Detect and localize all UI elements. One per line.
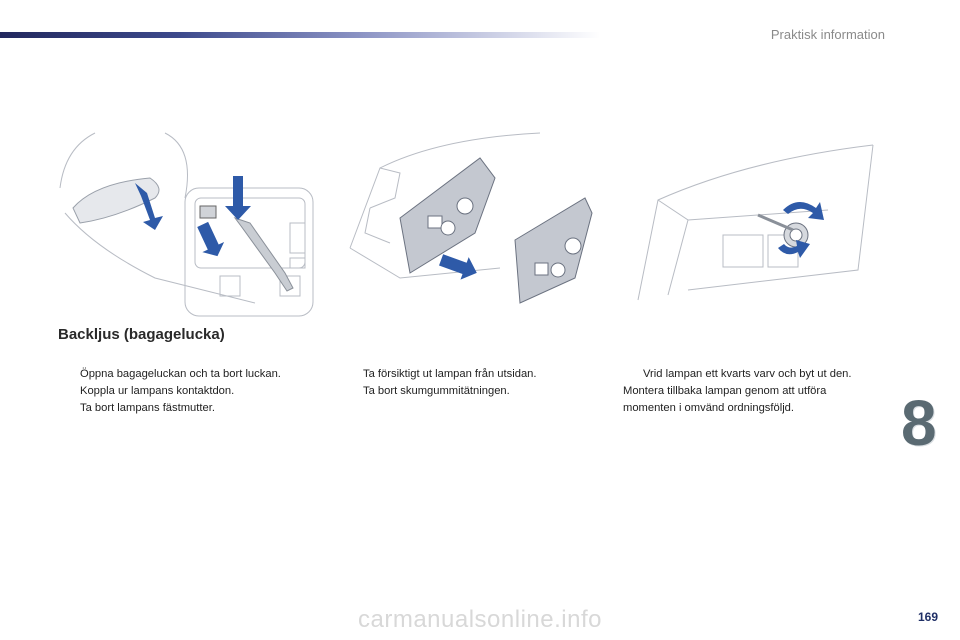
list-item-text: Ta försiktigt ut lampan från utsidan. [363, 368, 537, 380]
instructions-column-1 [60, 366, 330, 417]
page-number: 169 [917, 610, 938, 624]
list-item-text: Koppla ur lampans kontaktdon. [80, 385, 235, 397]
section-title: Praktisk information [770, 27, 885, 42]
header-gradient-bar [0, 32, 600, 38]
section-heading: Backljus (bagagelucka) [58, 326, 225, 343]
list-item-text: Öppna bagageluckan och ta bort luckan. [80, 368, 281, 380]
instructions-column-3 [623, 366, 923, 417]
list-item-text: Vrid lampan ett kvarts varv och byt ut den. [643, 368, 852, 380]
list-item [343, 383, 603, 400]
illustration-remove-lamp-outside [340, 128, 605, 308]
illustration-remove-cover-and-connector [55, 128, 320, 318]
list-item [60, 383, 330, 400]
watermark: carmanualsonline.info [358, 606, 602, 633]
list-item [60, 400, 330, 417]
instructions-column-2 [343, 366, 603, 400]
list-item [60, 366, 330, 383]
list-item-text: Ta bort lampans fästmutter. [80, 402, 215, 414]
reassembly-note-line-1: Montera tillbaka lampan genom att utföra [623, 385, 827, 397]
list-item-text: Ta bort skumgummitätningen. [363, 385, 510, 397]
list-item [623, 366, 923, 383]
chapter-number: 8 [901, 387, 937, 459]
list-item [343, 366, 603, 383]
reassembly-note-line-2: momenten i omvänd ordningsföljd. [623, 402, 795, 414]
illustration-turn-bulb [628, 140, 883, 305]
